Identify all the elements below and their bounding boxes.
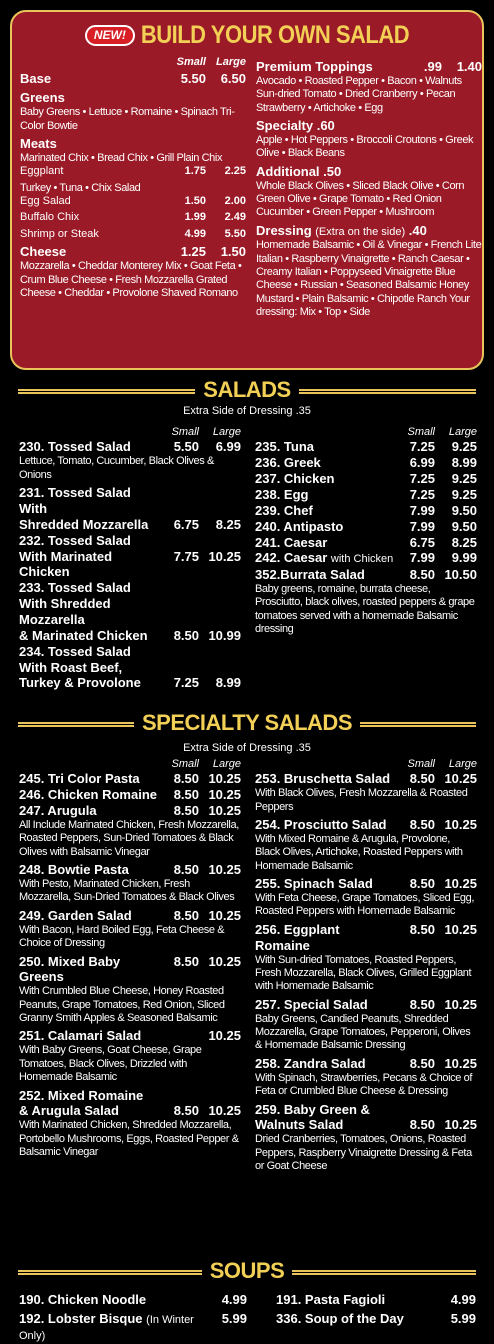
item-title: 254. Prosciutto Salad — [255, 817, 387, 833]
specialty-header — [256, 118, 482, 134]
item-title: 246. Chicken Romaine — [19, 787, 157, 803]
size-large-label: Large — [212, 426, 241, 438]
item-large-price: 10.25 — [208, 907, 241, 923]
item-name — [255, 997, 395, 1013]
item-name — [19, 1088, 159, 1104]
item-title: 235. Tuna — [255, 439, 315, 455]
item-title: 255. Spinach Salad — [255, 876, 373, 892]
item-large-price: 10.25 — [208, 771, 241, 787]
item-large-price: 8.25 — [215, 516, 241, 532]
specialty-header-bar — [18, 710, 476, 738]
item-name — [255, 817, 395, 833]
meats-label: Meats — [20, 135, 57, 151]
item-small-price: 7.25 — [409, 471, 435, 487]
size-small-label: Small — [176, 56, 206, 68]
item-title: 257. Special Salad — [255, 996, 368, 1012]
menu-item — [255, 503, 477, 519]
item-small-price: 8.50 — [409, 817, 435, 833]
item-large-price: 9.50 — [451, 518, 477, 534]
item-small-price: 8.50 — [409, 771, 435, 787]
item-name — [19, 771, 159, 787]
item-desc: Dried Cranberries, Tomatoes, Onions, Roasted Peppers, Raspberry Vinaigrette Dressing & Feta or Goat Cheese — [255, 1133, 472, 1173]
item-title: Turkey & Provolone — [19, 675, 141, 691]
specialty-price: .60 — [316, 118, 335, 134]
cheese-desc: Mozzarella • Cheddar Monterey Mix • Goat Feta • Crum Blue Cheese • Fresh Mozzarella Grated Cheese • Cheddar • Provolone Shaved Romano — [20, 260, 242, 299]
menu-item — [19, 787, 241, 803]
item-small-price: 8.50 — [409, 1055, 435, 1071]
item-name — [255, 455, 395, 471]
greens-label: Greens — [20, 90, 65, 106]
item-small-price: 8.50 — [173, 907, 199, 923]
item-name — [19, 517, 159, 533]
specialty-note: Extra Side of Dressing .35 — [183, 742, 311, 754]
item-name — [255, 487, 395, 503]
item-large-price: 10.25 — [208, 803, 241, 819]
meats-line1: Marinated Chix • Bread Chix • Grill Plain Chix — [20, 151, 223, 164]
item-small-price: 8.50 — [173, 862, 199, 878]
item-title: 248. Bowtie Pasta — [19, 862, 129, 878]
item-small-price: 8.50 — [173, 953, 199, 969]
item-desc: With Feta Cheese, Grape Tomatoes, Sliced Egg, Roasted Peppers with Homemade Balsamic — [255, 892, 475, 918]
menu-item — [255, 487, 477, 503]
item-small-price: 6.75 — [409, 534, 435, 550]
menu-item — [19, 517, 241, 533]
size-large-label: Large — [448, 758, 477, 770]
build-right-column — [256, 59, 482, 320]
item-title: 253. Bruschetta Salad — [255, 771, 391, 787]
item-name — [255, 1117, 395, 1133]
dressing-desc: Homemade Balsamic • Oil & Vinegar • French Lite Italian • Raspberry Vinaigrette • Ranch Caesar • Creamy Italian • Poppyseed Vinaigrette Blue Cheese • Russian • Seasoned Balsamic Honey Mustard • Plain Balsamic • Chipotle Ranch Your dressing: Mix • Top • Side — [256, 239, 482, 319]
menu-item — [19, 954, 241, 986]
item-title: 259. Baby Green & — [255, 1101, 370, 1117]
menu-item — [19, 485, 241, 517]
item-large-price: 6.99 — [215, 439, 241, 455]
item-name — [255, 771, 395, 787]
soup-name: 192. Lobster Bisque (In Winter Only) — [19, 1310, 194, 1343]
item-title: 238. Egg — [255, 486, 309, 502]
item-small-price: 8.50 — [173, 1103, 199, 1119]
size-large-label: Large — [216, 56, 246, 68]
buffalo-large: 2.49 — [224, 211, 246, 224]
menu-item — [255, 550, 477, 566]
item-small-price: 8.50 — [173, 803, 199, 819]
salads-left-column — [19, 426, 241, 691]
menu-item — [19, 439, 241, 455]
item-large-price: 9.25 — [451, 486, 477, 502]
item-small-price: 7.25 — [409, 486, 435, 502]
size-small-label: Small — [171, 758, 199, 770]
item-large-price: 10.25 — [444, 1055, 477, 1071]
item-small-price: 8.50 — [173, 787, 199, 803]
menu-item — [255, 471, 477, 487]
size-spacer — [255, 426, 395, 439]
item-name — [19, 628, 159, 644]
item-large-price: 10.25 — [444, 996, 477, 1012]
menu-item — [19, 644, 241, 676]
item-title: 231. Tossed Salad With — [19, 485, 131, 516]
menu-item — [255, 771, 477, 787]
item-small-price: 7.25 — [173, 675, 199, 691]
item-small-price: 8.50 — [409, 921, 435, 937]
item-large-price: 8.99 — [215, 675, 241, 691]
premium-small: .99 — [423, 59, 442, 74]
size-header-row — [255, 426, 477, 439]
item-small-price: 7.99 — [409, 550, 435, 566]
eggplant-large: 2.25 — [224, 165, 246, 178]
menu-item — [255, 817, 477, 833]
item-large-price: 9.25 — [451, 471, 477, 487]
greens-desc: Baby Greens • Lettuce • Romaine • Spinach Tri-Color Bowtie — [20, 106, 235, 132]
item-desc: With Pesto, Marinated Chicken, Fresh Mozzarella, Sun-Dried Tomatoes & Black Olives — [19, 878, 235, 904]
size-large-label: Large — [448, 426, 477, 438]
specialty-title: SPECIALTY SALADS — [134, 710, 360, 735]
menu-item — [19, 862, 241, 878]
item-name — [19, 439, 159, 455]
item-title: 236. Greek — [255, 455, 321, 471]
item-title: 230. Tossed Salad — [19, 439, 131, 455]
dressing-price: .40 — [408, 222, 427, 238]
size-small-label: Small — [407, 758, 435, 770]
item-small-price: 8.50 — [409, 566, 435, 582]
additional-price: .50 — [323, 163, 342, 179]
eggplant-label: Eggplant — [20, 165, 64, 178]
item-name — [19, 549, 159, 581]
item-name — [255, 519, 395, 535]
cheese-label: Cheese — [20, 244, 67, 260]
additional-desc: Whole Black Olives • Sliced Black Olive • Corn Green Olive • Grape Tomato • Red Onion Cucumber • Green Pepper • Mushroom — [256, 179, 465, 219]
item-desc: With Crumbled Blue Cheese, Honey Roasted Peanuts, Grape Tomatoes, Red Onion, Sliced Granny Smith Apples & Seasoned Balsamic — [19, 985, 225, 1025]
specialty-right-column — [255, 758, 477, 1176]
item-large-price: 10.50 — [444, 566, 477, 582]
build-title — [12, 19, 482, 49]
shrimp-large: 5.50 — [224, 227, 246, 240]
item-name — [19, 787, 159, 803]
menu-item — [19, 1103, 241, 1119]
item-title: 241. Caesar — [255, 534, 328, 550]
item-small-price: 6.75 — [173, 516, 199, 532]
menu-item — [19, 908, 241, 924]
dressing-label: Dressing — [256, 222, 312, 238]
specialty-left-column — [19, 758, 241, 1163]
size-header-row — [19, 758, 241, 771]
soup-price: 4.99 — [450, 1292, 476, 1307]
item-name — [255, 1102, 395, 1118]
item-title: 352.Burrata Salad — [255, 566, 365, 582]
soup-price: 5.99 — [450, 1310, 476, 1326]
eggsalad-small: 1.50 — [184, 195, 206, 208]
soup-price: 5.99 — [221, 1310, 247, 1326]
item-name — [255, 876, 395, 892]
new-badge: NEW! — [85, 25, 135, 46]
item-title: 239. Chef — [255, 502, 313, 518]
premium-desc: Avocado • Roasted Pepper • Bacon • Walnuts Sun-dried Tomato • Dried Cranberry • Pecan Strawberry • Artichoke • Egg — [256, 74, 462, 114]
size-small-label: Small — [171, 426, 199, 438]
item-title: 252. Mixed Romaine — [19, 1087, 144, 1103]
item-large-price: 10.25 — [208, 1028, 241, 1044]
item-small-price: 8.50 — [409, 996, 435, 1012]
item-name — [255, 1056, 395, 1072]
item-name — [255, 567, 395, 583]
item-title: 233. Tossed Salad — [19, 580, 131, 596]
additional-label: Additional — [256, 163, 320, 179]
base-label: Base — [20, 71, 52, 87]
soup-name: 336. Soup of the Day — [276, 1310, 404, 1326]
menu-item — [19, 596, 241, 628]
salads-title: SALADS — [195, 377, 298, 402]
menu-item — [19, 803, 241, 819]
menu-item — [255, 1056, 477, 1072]
item-title: 247. Arugula — [19, 803, 97, 819]
item-name — [19, 675, 159, 691]
item-title: Walnuts Salad — [255, 1117, 344, 1133]
eggsalad-label: Egg Salad — [20, 195, 71, 208]
cheese-small: 1.25 — [180, 244, 206, 260]
item-large-price: 10.25 — [444, 921, 477, 937]
item-title: 232. Tossed Salad — [19, 532, 131, 548]
item-large-price: 10.25 — [444, 1117, 477, 1133]
specialty-desc: Apple • Hot Peppers • Broccoli Croutons • Greek Olive • Black Beans — [256, 133, 474, 160]
menu-item — [19, 533, 241, 549]
shrimp-label: Shrimp or Steak — [20, 227, 99, 240]
item-small-price: 8.50 — [173, 627, 199, 643]
item-title: 250. Mixed Baby Greens — [19, 953, 121, 985]
item-name — [255, 439, 395, 455]
item-with: with Chicken — [330, 553, 394, 566]
item-name — [19, 644, 159, 676]
item-large-price: 10.25 — [208, 548, 241, 564]
item-large-price: 9.25 — [451, 439, 477, 455]
item-desc: Baby Greens, Candied Peanuts, Shredded Mozzarella, Grape Tomatoes, Pepperoni, Olives & Homemade Balsamic Dressing — [255, 1012, 471, 1052]
item-desc: All Include Marinated Chicken, Fresh Mozzarella, Roasted Peppers, Sun-Dried Tomatoes & Black Olives with Balsamic Vinegar — [19, 818, 239, 858]
build-heading: BUILD YOUR OWN SALAD — [140, 19, 410, 49]
menu-item — [255, 567, 477, 583]
size-spacer — [19, 758, 159, 771]
item-name — [19, 954, 159, 986]
specialty-label: Specialty — [256, 118, 314, 134]
item-title: Shredded Mozzarella — [19, 516, 149, 532]
item-title: 258. Zandra Salad — [255, 1055, 366, 1071]
item-title: With Shredded Mozzarella — [19, 596, 111, 627]
item-name — [19, 580, 159, 596]
menu-item — [255, 455, 477, 471]
item-desc: With Marinated Chicken, Shredded Mozzarella, Portobello Mushrooms, Eggs, Roasted Pepper & Balsamic Vinegar — [19, 1119, 239, 1159]
item-name — [255, 550, 395, 566]
menu-item — [255, 1102, 477, 1118]
item-large-price: 10.99 — [208, 627, 241, 643]
item-title: & Arugula Salad — [19, 1103, 119, 1119]
meats-line2: Turkey • Tuna • Chix Salad — [20, 181, 141, 194]
item-small-price: 7.75 — [173, 548, 199, 564]
item-name — [19, 1103, 159, 1119]
item-desc: With Sun-dried Tomatoes, Roasted Peppers, Fresh Mozzarella, Black Olives, Grilled Eggplant with Homemade Balsamic — [255, 953, 472, 993]
dressing-note: (Extra on the side) — [315, 225, 406, 238]
item-name — [19, 596, 159, 628]
additional-header — [256, 164, 482, 180]
item-title: 256. Eggplant Romaine — [255, 921, 340, 953]
item-small-price: 8.50 — [173, 771, 199, 787]
item-title: 245. Tri Color Pasta — [19, 771, 140, 787]
menu-item — [255, 519, 477, 535]
item-small-price: 5.50 — [173, 439, 199, 455]
item-desc: With Bacon, Hard Boiled Egg, Feta Cheese & Choice of Dressing — [19, 923, 225, 950]
item-large-price: 10.25 — [208, 953, 241, 969]
menu-item — [19, 675, 241, 691]
soups-left — [19, 1292, 247, 1344]
item-name — [19, 485, 159, 517]
item-small-price: 6.99 — [409, 455, 435, 471]
item-name — [255, 503, 395, 519]
menu-item — [19, 628, 241, 644]
item-title: 242. Caesar — [255, 550, 328, 566]
item-name — [255, 471, 395, 487]
eggplant-small: 1.75 — [184, 165, 206, 178]
item-name — [19, 908, 159, 924]
item-large-price: 10.25 — [444, 876, 477, 892]
item-title: With Marinated Chicken — [19, 548, 113, 580]
cheese-large: 1.50 — [220, 244, 246, 260]
item-small-price: 8.50 — [409, 876, 435, 892]
menu-item — [19, 771, 241, 787]
size-large-label: Large — [212, 758, 241, 770]
menu-item — [255, 439, 477, 455]
item-large-price: 10.25 — [208, 862, 241, 878]
menu-item — [255, 1117, 477, 1133]
soups-header — [18, 1258, 476, 1286]
item-large-price: 9.50 — [451, 502, 477, 518]
soups-title: SOUPS — [202, 1258, 293, 1283]
menu-item — [255, 535, 477, 551]
item-large-price: 8.99 — [451, 455, 477, 471]
base-large-price: 6.50 — [220, 71, 246, 87]
item-large-price: 10.25 — [444, 771, 477, 787]
item-large-price: 8.25 — [451, 534, 477, 550]
soup-price: 4.99 — [221, 1292, 247, 1307]
size-spacer — [255, 758, 395, 771]
soups-right — [276, 1292, 476, 1327]
size-spacer — [19, 426, 159, 439]
item-desc: With Black Olives, Fresh Mozzarella & Roasted Peppers — [255, 787, 468, 813]
menu-item — [255, 922, 477, 954]
item-name — [19, 803, 159, 819]
size-small-label: Small — [407, 426, 435, 438]
item-large-price: 10.25 — [444, 817, 477, 833]
menu-item — [255, 997, 477, 1013]
soup-note: (In Winter Only) — [19, 1313, 194, 1343]
size-header-row — [255, 758, 477, 771]
item-title: & Marinated Chicken — [19, 627, 148, 643]
salads-header — [18, 377, 476, 405]
soup-name: 190. Chicken Noodle — [19, 1292, 147, 1307]
premium-label: Premium Toppings — [256, 59, 373, 74]
item-large-price: 10.25 — [208, 1103, 241, 1119]
buffalo-small: 1.99 — [184, 211, 206, 224]
item-desc: With Mixed Romaine & Arugula, Provolone, Black Olives, Artichoke, Roasted Peppers with Homemade Balsamic — [255, 832, 463, 872]
item-title: 251. Calamari Salad — [19, 1028, 142, 1044]
item-desc: With Spinach, Strawberries, Pecans & Choice of Feta or Crumbled Blue Cheese & Dressing — [255, 1071, 472, 1098]
shrimp-small: 4.99 — [184, 227, 206, 240]
item-name — [19, 1028, 159, 1044]
item-desc: Lettuce, Tomato, Cucumber, Black Olives & Onions — [19, 455, 214, 481]
item-large-price: 9.99 — [451, 550, 477, 566]
base-small-price: 5.50 — [180, 71, 206, 87]
item-small-price: 7.25 — [409, 439, 435, 455]
menu-item — [19, 580, 241, 596]
soup-name: 191. Pasta Fagioli — [276, 1292, 386, 1307]
item-desc: Baby greens, romaine, burrata cheese, Prosciutto, black olives, roasted peppers & grape tomatoes served with a homemade Balsamic dressing — [255, 582, 475, 635]
eggsalad-large: 2.00 — [224, 195, 246, 208]
item-name — [255, 535, 395, 551]
build-left-column — [20, 56, 246, 300]
premium-large: 1.40 — [456, 59, 482, 74]
menu-item — [19, 1088, 241, 1104]
item-title: 237. Chicken — [255, 471, 335, 487]
item-desc: With Baby Greens, Goat Cheese, Grape Tomatoes, Black Olives, Drizzled with Homemade Balsamic — [19, 1044, 202, 1084]
salads-right-column — [255, 426, 477, 639]
item-title: 240. Antipasto — [255, 518, 344, 534]
item-small-price: 8.50 — [409, 1117, 435, 1133]
menu-item — [19, 1028, 241, 1044]
item-name — [19, 862, 159, 878]
salads-note: Extra Side of Dressing .35 — [183, 405, 311, 417]
build-your-own-salad-panel — [10, 10, 484, 370]
menu-item — [255, 876, 477, 892]
item-name — [255, 922, 395, 954]
item-title: 234. Tossed Salad With Roast Beef, — [19, 643, 131, 675]
dressing-header — [256, 223, 482, 239]
item-title: 249. Garden Salad — [19, 907, 132, 923]
size-header-row — [19, 426, 241, 439]
item-small-price: 7.99 — [409, 518, 435, 534]
menu-item — [19, 549, 241, 581]
item-small-price: 7.99 — [409, 502, 435, 518]
buffalo-label: Buffalo Chix — [20, 211, 80, 224]
item-name — [19, 533, 159, 549]
item-large-price: 10.25 — [208, 787, 241, 803]
